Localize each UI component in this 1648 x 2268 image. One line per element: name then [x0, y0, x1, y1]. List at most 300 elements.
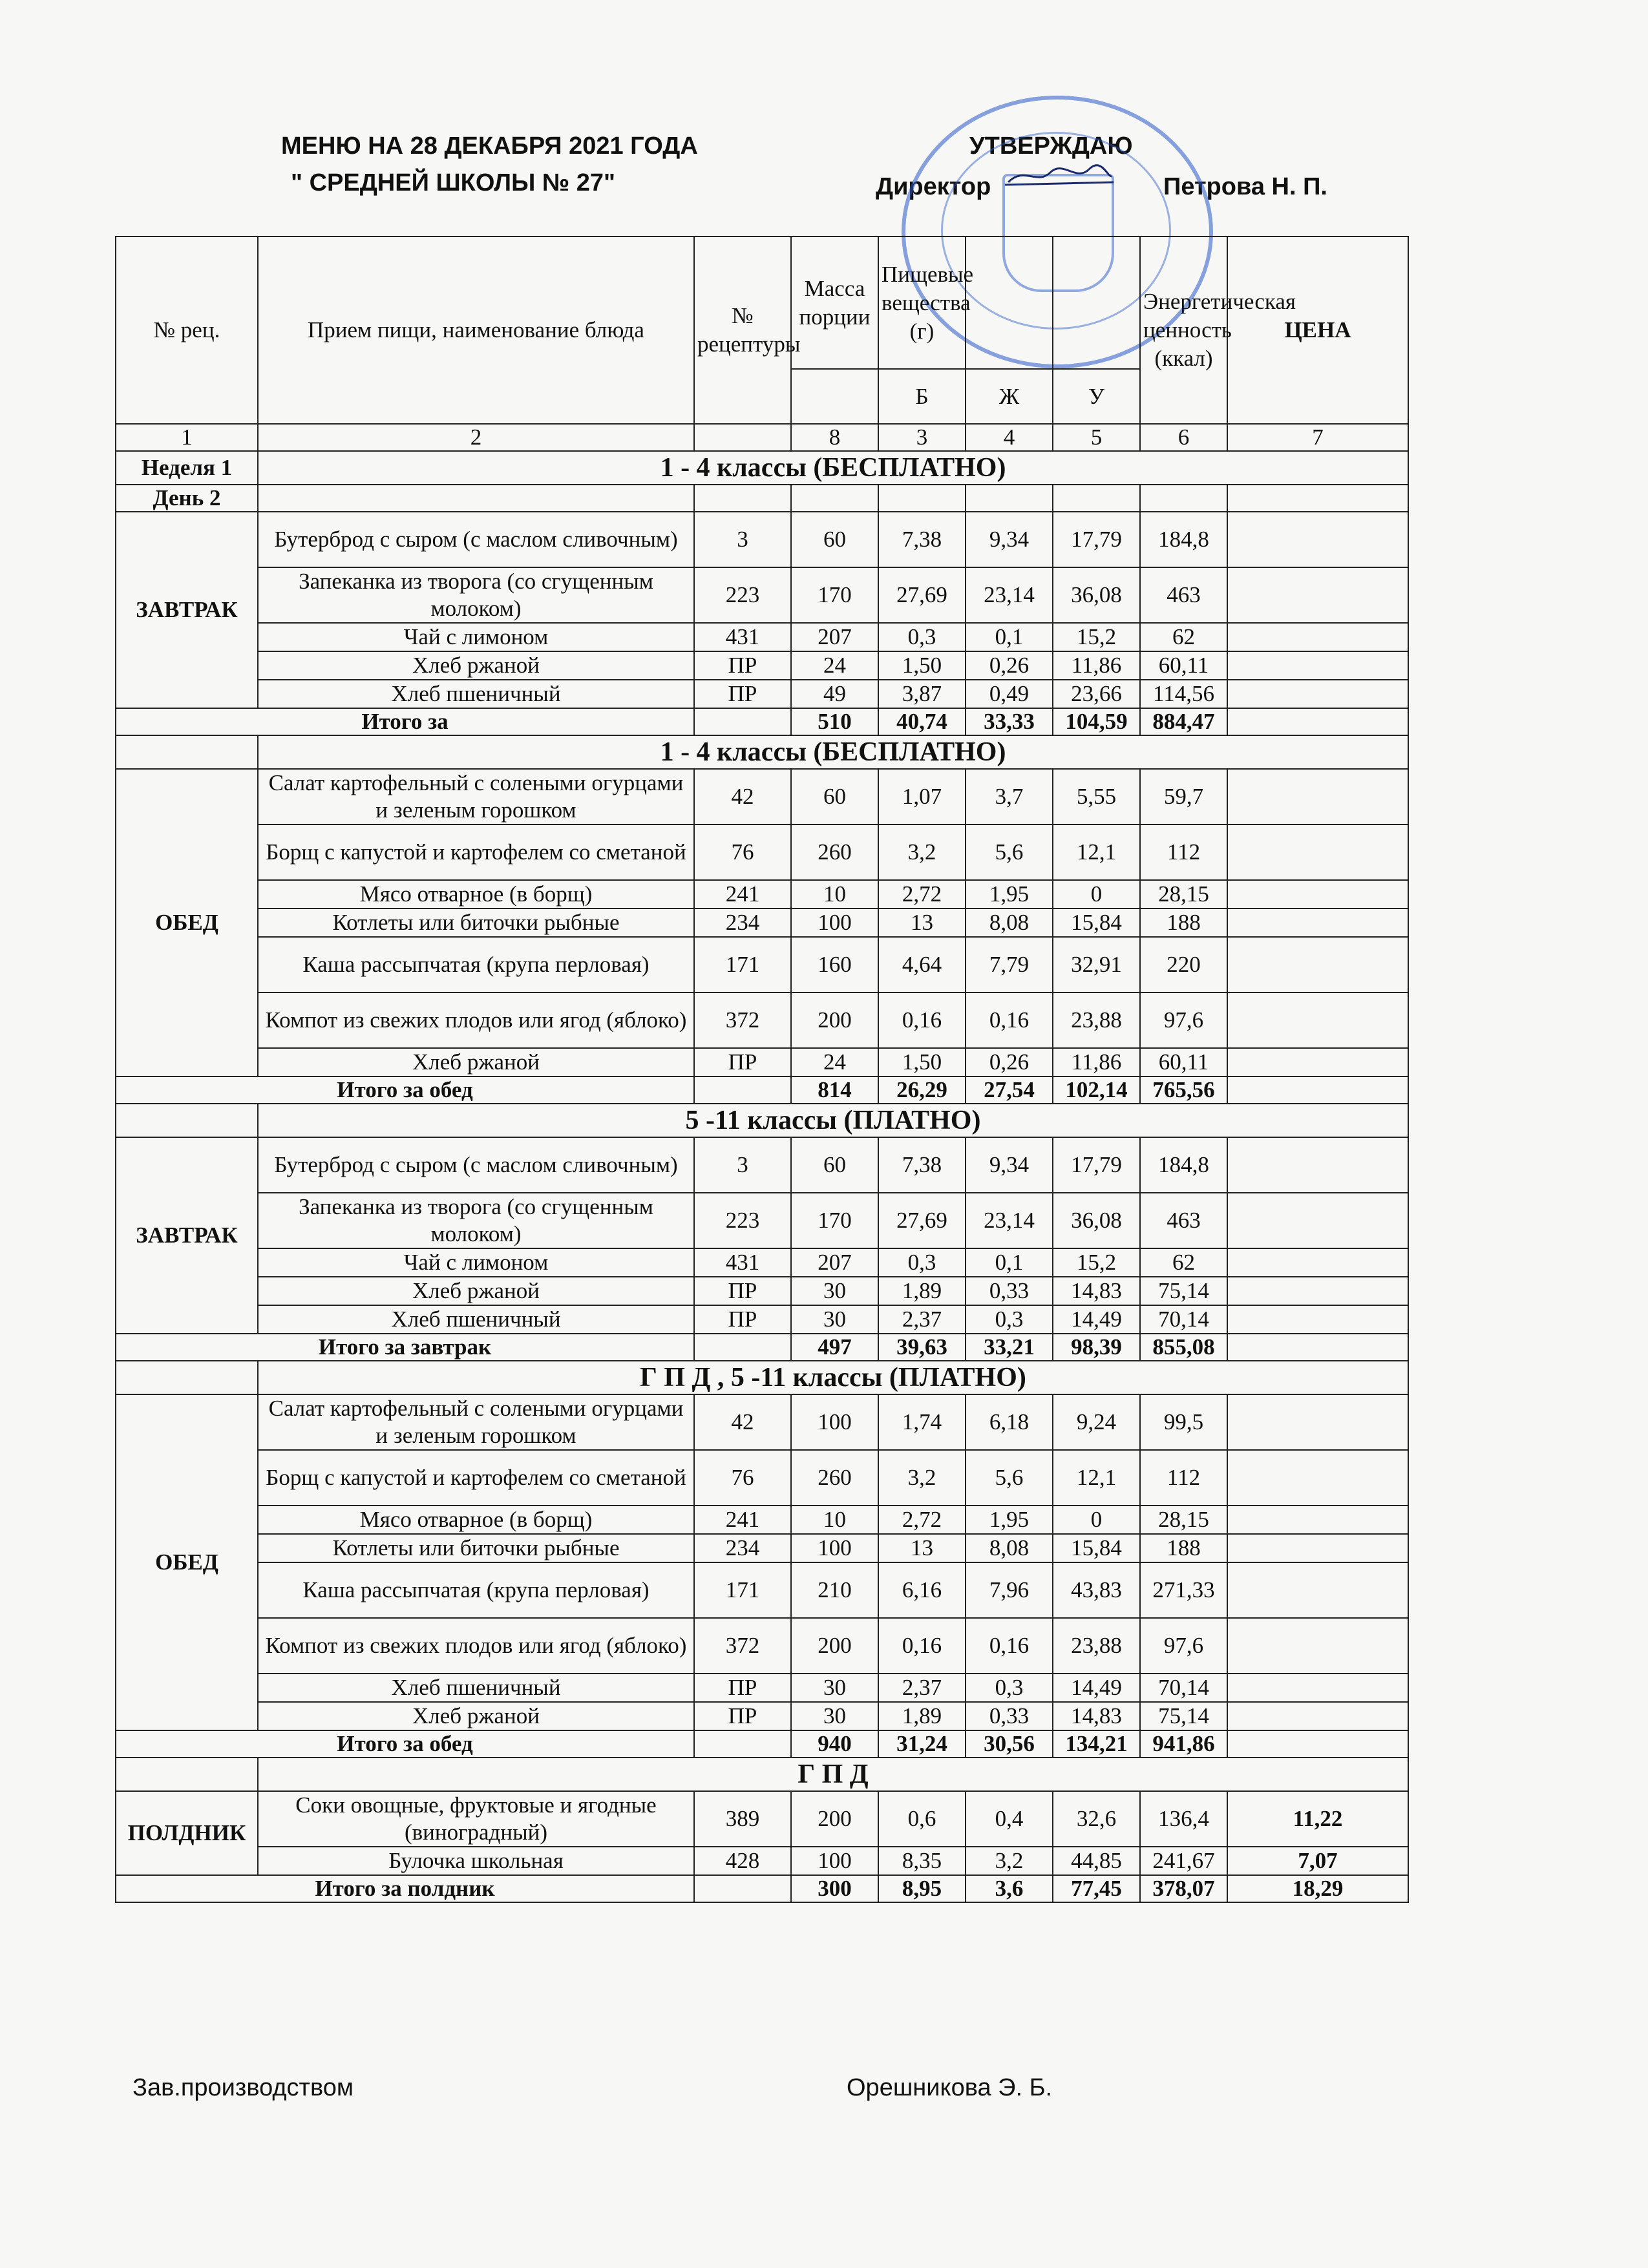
- dish-mass: 10: [791, 1506, 878, 1534]
- dish-name: Мясо отварное (в борщ): [258, 1506, 694, 1534]
- total-row: [116, 708, 1408, 735]
- dish-kcal: 112: [1140, 1450, 1227, 1506]
- dish-row: [116, 880, 1408, 908]
- dish-b: 13: [878, 1534, 966, 1562]
- dish-row: [116, 567, 1408, 623]
- dish-row: [116, 1193, 1408, 1248]
- dish-price: [1227, 1048, 1408, 1076]
- dish-mass: 30: [791, 1674, 878, 1702]
- dish-kcal: 184,8: [1140, 512, 1227, 567]
- dish-zh: 8,08: [966, 1534, 1053, 1562]
- section-title: Г П Д , 5 -11 классы (ПЛАТНО): [258, 1361, 1408, 1394]
- dish-name: Котлеты или биточки рыбные: [258, 908, 694, 937]
- dish-recipe: 223: [694, 1193, 791, 1248]
- dish-name: Мясо отварное (в борщ): [258, 880, 694, 908]
- header-u: У: [1053, 369, 1140, 424]
- dish-b: 0,16: [878, 1618, 966, 1674]
- section-title-row: [116, 1361, 1408, 1394]
- dish-recipe: ПР: [694, 680, 791, 708]
- dish-name: Булочка школьная: [258, 1847, 694, 1875]
- dish-recipe: 428: [694, 1847, 791, 1875]
- dish-kcal: 75,14: [1140, 1277, 1227, 1305]
- dish-b: 2,37: [878, 1674, 966, 1702]
- dish-kcal: 60,11: [1140, 1048, 1227, 1076]
- dish-u: 12,1: [1053, 824, 1140, 880]
- dish-zh: 3,7: [966, 769, 1053, 824]
- section-title: 5 -11 классы (ПЛАТНО): [258, 1104, 1408, 1137]
- dish-mass: 200: [791, 1791, 878, 1847]
- empty-cell: [694, 1730, 791, 1758]
- meal-label: ОБЕД: [116, 1394, 258, 1730]
- footer-name: Орешникова Э. Б.: [847, 2074, 1053, 2101]
- dish-zh: 0,3: [966, 1674, 1053, 1702]
- dish-price: [1227, 1674, 1408, 1702]
- dish-b: 6,16: [878, 1562, 966, 1618]
- dish-zh: 5,6: [966, 1450, 1053, 1506]
- dish-price: [1227, 880, 1408, 908]
- dish-row: [116, 992, 1408, 1048]
- dish-kcal: 59,7: [1140, 769, 1227, 824]
- section-title-row: [116, 1758, 1408, 1791]
- dish-u: 15,84: [1053, 1534, 1140, 1562]
- director-label: Директор: [876, 173, 991, 200]
- dish-b: 27,69: [878, 567, 966, 623]
- empty-cell: [258, 485, 694, 512]
- column-number: 8: [791, 424, 878, 451]
- dish-recipe: ПР: [694, 651, 791, 680]
- day-row: [116, 485, 1408, 512]
- total-kcal: 378,07: [1140, 1875, 1227, 1902]
- dish-row: [116, 1277, 1408, 1305]
- header-recipe-no: № рецептуры: [694, 236, 791, 424]
- dish-kcal: 220: [1140, 937, 1227, 992]
- dish-recipe: 372: [694, 992, 791, 1048]
- dish-recipe: ПР: [694, 1702, 791, 1730]
- dish-name: Чай с лимоном: [258, 1248, 694, 1277]
- empty-cell: [1053, 485, 1140, 512]
- dish-mass: 100: [791, 1394, 878, 1450]
- column-number: [694, 424, 791, 451]
- dish-kcal: 75,14: [1140, 1702, 1227, 1730]
- dish-mass: 24: [791, 1048, 878, 1076]
- dish-kcal: 70,14: [1140, 1674, 1227, 1702]
- dish-u: 32,91: [1053, 937, 1140, 992]
- dish-name: Хлеб ржаной: [258, 651, 694, 680]
- dish-price: [1227, 1618, 1408, 1674]
- signature-scribble-icon: [1005, 163, 1115, 189]
- dish-name: Чай с лимоном: [258, 623, 694, 651]
- header-meal-name: Прием пищи, наименование блюда: [258, 236, 694, 424]
- total-u: 77,45: [1053, 1875, 1140, 1902]
- dish-name: Борщ с капустой и картофелем со сметаной: [258, 1450, 694, 1506]
- dish-b: 3,87: [878, 680, 966, 708]
- dish-u: 14,49: [1053, 1674, 1140, 1702]
- column-number-row: [116, 424, 1408, 451]
- dish-u: 14,49: [1053, 1305, 1140, 1334]
- menu-title-line1: МЕНЮ НА 28 ДЕКАБРЯ 2021 ГОДА: [281, 132, 698, 160]
- dish-u: 43,83: [1053, 1562, 1140, 1618]
- section-title-row: [116, 1104, 1408, 1137]
- dish-b: 1,89: [878, 1277, 966, 1305]
- dish-zh: 23,14: [966, 567, 1053, 623]
- total-zh: 33,21: [966, 1334, 1053, 1361]
- dish-mass: 60: [791, 1137, 878, 1193]
- dish-u: 36,08: [1053, 567, 1140, 623]
- dish-b: 2,72: [878, 1506, 966, 1534]
- dish-recipe: ПР: [694, 1048, 791, 1076]
- day-label: День 2: [116, 485, 258, 512]
- dish-zh: 9,34: [966, 1137, 1053, 1193]
- total-row: [116, 1875, 1408, 1902]
- dish-recipe: 76: [694, 1450, 791, 1506]
- week-label: Неделя 1: [116, 451, 258, 485]
- empty-cell: [694, 708, 791, 735]
- dish-row: [116, 623, 1408, 651]
- dish-zh: 0,26: [966, 1048, 1053, 1076]
- dish-name: Хлеб ржаной: [258, 1048, 694, 1076]
- dish-kcal: 271,33: [1140, 1562, 1227, 1618]
- dish-u: 23,88: [1053, 1618, 1140, 1674]
- dish-b: 1,07: [878, 769, 966, 824]
- header-zh: Ж: [966, 369, 1053, 424]
- header-price: ЦЕНА: [1227, 236, 1408, 424]
- dish-recipe: 223: [694, 567, 791, 623]
- dish-price: [1227, 1248, 1408, 1277]
- dish-u: 23,88: [1053, 992, 1140, 1048]
- total-label: Итого за обед: [116, 1730, 694, 1758]
- dish-u: 32,6: [1053, 1791, 1140, 1847]
- dish-price: [1227, 908, 1408, 937]
- section-title-row: [116, 735, 1408, 769]
- header-empty: [1053, 236, 1140, 369]
- dish-price: 11,22: [1227, 1791, 1408, 1847]
- dish-name: Соки овощные, фруктовые и ягодные (виноградный): [258, 1791, 694, 1847]
- header-empty: [966, 236, 1053, 369]
- dish-b: 1,89: [878, 1702, 966, 1730]
- dish-u: 23,66: [1053, 680, 1140, 708]
- dish-name: Хлеб пшеничный: [258, 1674, 694, 1702]
- dish-zh: 6,18: [966, 1394, 1053, 1450]
- dish-price: [1227, 1394, 1408, 1450]
- total-u: 104,59: [1053, 708, 1140, 735]
- dish-mass: 210: [791, 1562, 878, 1618]
- dish-kcal: 60,11: [1140, 651, 1227, 680]
- dish-kcal: 62: [1140, 623, 1227, 651]
- dish-b: 7,38: [878, 512, 966, 567]
- total-price: [1227, 1730, 1408, 1758]
- dish-b: 2,37: [878, 1305, 966, 1334]
- dish-row: [116, 1674, 1408, 1702]
- footer-position: Зав.производством: [132, 2074, 354, 2101]
- dish-zh: 0,3: [966, 1305, 1053, 1334]
- dish-price: [1227, 567, 1408, 623]
- dish-price: [1227, 623, 1408, 651]
- dish-kcal: 97,6: [1140, 1618, 1227, 1674]
- total-b: 26,29: [878, 1076, 966, 1104]
- dish-name: Компот из свежих плодов или ягод (яблоко): [258, 992, 694, 1048]
- empty-cell: [1227, 485, 1408, 512]
- dish-b: 0,6: [878, 1791, 966, 1847]
- meal-label: ЗАВТРАК: [116, 1137, 258, 1334]
- dish-mass: 160: [791, 937, 878, 992]
- dish-b: 1,74: [878, 1394, 966, 1450]
- header-nutrients: Пищевые вещества (г): [878, 236, 966, 369]
- dish-name: Хлеб пшеничный: [258, 1305, 694, 1334]
- dish-price: [1227, 1137, 1408, 1193]
- dish-mass: 200: [791, 1618, 878, 1674]
- total-kcal: 884,47: [1140, 708, 1227, 735]
- dish-u: 15,2: [1053, 1248, 1140, 1277]
- dish-row: [116, 512, 1408, 567]
- dish-recipe: ПР: [694, 1305, 791, 1334]
- empty-cell: [116, 735, 258, 769]
- dish-name: Запеканка из творога (со сгущенным молоком): [258, 1193, 694, 1248]
- dish-mass: 49: [791, 680, 878, 708]
- dish-u: 5,55: [1053, 769, 1140, 824]
- section-title: 1 - 4 классы (БЕСПЛАТНО): [258, 735, 1408, 769]
- dish-zh: 7,79: [966, 937, 1053, 992]
- total-row: [116, 1730, 1408, 1758]
- total-row: [116, 1334, 1408, 1361]
- total-row: [116, 1076, 1408, 1104]
- dish-row: [116, 1450, 1408, 1506]
- dish-row: [116, 769, 1408, 824]
- column-number: 2: [258, 424, 694, 451]
- dish-kcal: 62: [1140, 1248, 1227, 1277]
- dish-zh: 0,26: [966, 651, 1053, 680]
- empty-cell: [966, 485, 1053, 512]
- dish-price: [1227, 1193, 1408, 1248]
- dish-kcal: 463: [1140, 567, 1227, 623]
- total-label: Итого за завтрак: [116, 1334, 694, 1361]
- dish-row: [116, 1305, 1408, 1334]
- section-title: 1 - 4 классы (БЕСПЛАТНО): [258, 451, 1408, 485]
- total-b: 8,95: [878, 1875, 966, 1902]
- total-u: 102,14: [1053, 1076, 1140, 1104]
- dish-u: 17,79: [1053, 1137, 1140, 1193]
- dish-b: 0,16: [878, 992, 966, 1048]
- header-rec-no: № рец.: [116, 236, 258, 424]
- dish-price: 7,07: [1227, 1847, 1408, 1875]
- dish-b: 27,69: [878, 1193, 966, 1248]
- dish-b: 3,2: [878, 1450, 966, 1506]
- total-zh: 3,6: [966, 1875, 1053, 1902]
- dish-name: Каша рассыпчатая (крупа перловая): [258, 937, 694, 992]
- dish-kcal: 463: [1140, 1193, 1227, 1248]
- dish-row: [116, 1702, 1408, 1730]
- dish-mass: 100: [791, 908, 878, 937]
- empty-cell: [694, 1875, 791, 1902]
- dish-kcal: 28,15: [1140, 880, 1227, 908]
- dish-row: [116, 1562, 1408, 1618]
- dish-row: [116, 1048, 1408, 1076]
- section-title: Г П Д: [258, 1758, 1408, 1791]
- dish-recipe: 431: [694, 623, 791, 651]
- dish-zh: 0,16: [966, 992, 1053, 1048]
- dish-mass: 60: [791, 769, 878, 824]
- dish-row: [116, 1791, 1408, 1847]
- empty-cell: [694, 1076, 791, 1104]
- dish-kcal: 97,6: [1140, 992, 1227, 1048]
- dish-recipe: ПР: [694, 1277, 791, 1305]
- header-mass: Масса порции: [791, 236, 878, 369]
- dish-name: Запеканка из творога (со сгущенным молоком): [258, 567, 694, 623]
- dish-u: 14,83: [1053, 1702, 1140, 1730]
- dish-row: [116, 1248, 1408, 1277]
- dish-zh: 1,95: [966, 1506, 1053, 1534]
- dish-name: Котлеты или биточки рыбные: [258, 1534, 694, 1562]
- dish-row: [116, 651, 1408, 680]
- total-mass: 510: [791, 708, 878, 735]
- header-b: Б: [878, 369, 966, 424]
- dish-row: [116, 680, 1408, 708]
- dish-name: Компот из свежих плодов или ягод (яблоко): [258, 1618, 694, 1674]
- dish-b: 4,64: [878, 937, 966, 992]
- total-u: 98,39: [1053, 1334, 1140, 1361]
- dish-name: Хлеб пшеничный: [258, 680, 694, 708]
- dish-mass: 30: [791, 1277, 878, 1305]
- dish-zh: 5,6: [966, 824, 1053, 880]
- dish-price: [1227, 1562, 1408, 1618]
- dish-row: [116, 1506, 1408, 1534]
- menu-title-line2: " СРЕДНЕЙ ШКОЛЫ № 27": [291, 169, 616, 196]
- dish-zh: 0,49: [966, 680, 1053, 708]
- dish-name: Каша рассыпчатая (крупа перловая): [258, 1562, 694, 1618]
- dish-u: 14,83: [1053, 1277, 1140, 1305]
- dish-price: [1227, 1277, 1408, 1305]
- dish-mass: 30: [791, 1702, 878, 1730]
- dish-recipe: 241: [694, 1506, 791, 1534]
- dish-recipe: 171: [694, 1562, 791, 1618]
- dish-b: 1,50: [878, 1048, 966, 1076]
- empty-cell: [791, 485, 878, 512]
- dish-price: [1227, 680, 1408, 708]
- dish-kcal: 136,4: [1140, 1791, 1227, 1847]
- dish-row: [116, 1394, 1408, 1450]
- dish-row: [116, 1847, 1408, 1875]
- dish-zh: 3,2: [966, 1847, 1053, 1875]
- director-name: Петрова Н. П.: [1163, 173, 1327, 200]
- dish-zh: 8,08: [966, 908, 1053, 937]
- dish-mass: 10: [791, 880, 878, 908]
- dish-mass: 100: [791, 1847, 878, 1875]
- total-mass: 814: [791, 1076, 878, 1104]
- total-kcal: 941,86: [1140, 1730, 1227, 1758]
- dish-kcal: 184,8: [1140, 1137, 1227, 1193]
- meal-label: ПОЛДНИК: [116, 1791, 258, 1875]
- total-mass: 940: [791, 1730, 878, 1758]
- dish-u: 11,86: [1053, 651, 1140, 680]
- column-number: 3: [878, 424, 966, 451]
- dish-recipe: ПР: [694, 1674, 791, 1702]
- empty-cell: [878, 485, 966, 512]
- dish-row: [116, 1534, 1408, 1562]
- dish-name: Хлеб ржаной: [258, 1702, 694, 1730]
- total-price: [1227, 1076, 1408, 1104]
- dish-b: 8,35: [878, 1847, 966, 1875]
- dish-kcal: 99,5: [1140, 1394, 1227, 1450]
- dish-price: [1227, 937, 1408, 992]
- dish-kcal: 70,14: [1140, 1305, 1227, 1334]
- dish-u: 11,86: [1053, 1048, 1140, 1076]
- week-row: [116, 451, 1408, 485]
- column-number: 6: [1140, 424, 1227, 451]
- meal-label: ЗАВТРАК: [116, 512, 258, 708]
- column-number: 7: [1227, 424, 1408, 451]
- total-price: [1227, 1334, 1408, 1361]
- dish-kcal: 28,15: [1140, 1506, 1227, 1534]
- dish-recipe: 431: [694, 1248, 791, 1277]
- column-number: 5: [1053, 424, 1140, 451]
- table-header-row: [116, 236, 1408, 369]
- total-zh: 27,54: [966, 1076, 1053, 1104]
- dish-recipe: 42: [694, 1394, 791, 1450]
- dish-zh: 1,95: [966, 880, 1053, 908]
- dish-recipe: 76: [694, 824, 791, 880]
- total-zh: 30,56: [966, 1730, 1053, 1758]
- dish-b: 0,3: [878, 623, 966, 651]
- total-b: 31,24: [878, 1730, 966, 1758]
- dish-recipe: 234: [694, 908, 791, 937]
- dish-price: [1227, 512, 1408, 567]
- dish-mass: 207: [791, 1248, 878, 1277]
- total-zh: 33,33: [966, 708, 1053, 735]
- total-label: Итого за полдник: [116, 1875, 694, 1902]
- dish-zh: 0,33: [966, 1702, 1053, 1730]
- dish-zh: 0,16: [966, 1618, 1053, 1674]
- dish-name: Борщ с капустой и картофелем со сметаной: [258, 824, 694, 880]
- total-label: Итого за обед: [116, 1076, 694, 1104]
- dish-u: 12,1: [1053, 1450, 1140, 1506]
- total-u: 134,21: [1053, 1730, 1140, 1758]
- dish-b: 2,72: [878, 880, 966, 908]
- header-empty: [791, 369, 878, 424]
- dish-name: Бутерброд с сыром (с маслом сливочным): [258, 512, 694, 567]
- empty-cell: [694, 1334, 791, 1361]
- dish-mass: 260: [791, 1450, 878, 1506]
- dish-b: 13: [878, 908, 966, 937]
- dish-row: [116, 908, 1408, 937]
- dish-mass: 170: [791, 1193, 878, 1248]
- dish-u: 9,24: [1053, 1394, 1140, 1450]
- dish-price: [1227, 1534, 1408, 1562]
- dish-name: Салат картофельный с солеными огурцами и зеленым горошком: [258, 1394, 694, 1450]
- dish-name: Бутерброд с сыром (с маслом сливочным): [258, 1137, 694, 1193]
- dish-mass: 200: [791, 992, 878, 1048]
- column-number: 1: [116, 424, 258, 451]
- empty-cell: [116, 1361, 258, 1394]
- empty-cell: [694, 485, 791, 512]
- dish-row: [116, 1137, 1408, 1193]
- dish-recipe: 3: [694, 512, 791, 567]
- dish-recipe: 241: [694, 880, 791, 908]
- dish-price: [1227, 769, 1408, 824]
- dish-kcal: 241,67: [1140, 1847, 1227, 1875]
- column-number: 4: [966, 424, 1053, 451]
- dish-b: 1,50: [878, 651, 966, 680]
- header-energy: Энергетическая ценность (ккал): [1140, 236, 1227, 424]
- total-kcal: 855,08: [1140, 1334, 1227, 1361]
- dish-mass: 24: [791, 651, 878, 680]
- dish-u: 36,08: [1053, 1193, 1140, 1248]
- dish-mass: 170: [791, 567, 878, 623]
- dish-mass: 260: [791, 824, 878, 880]
- dish-kcal: 188: [1140, 908, 1227, 937]
- menu-table: [115, 236, 1409, 1903]
- dish-u: 17,79: [1053, 512, 1140, 567]
- total-mass: 497: [791, 1334, 878, 1361]
- dish-recipe: 171: [694, 937, 791, 992]
